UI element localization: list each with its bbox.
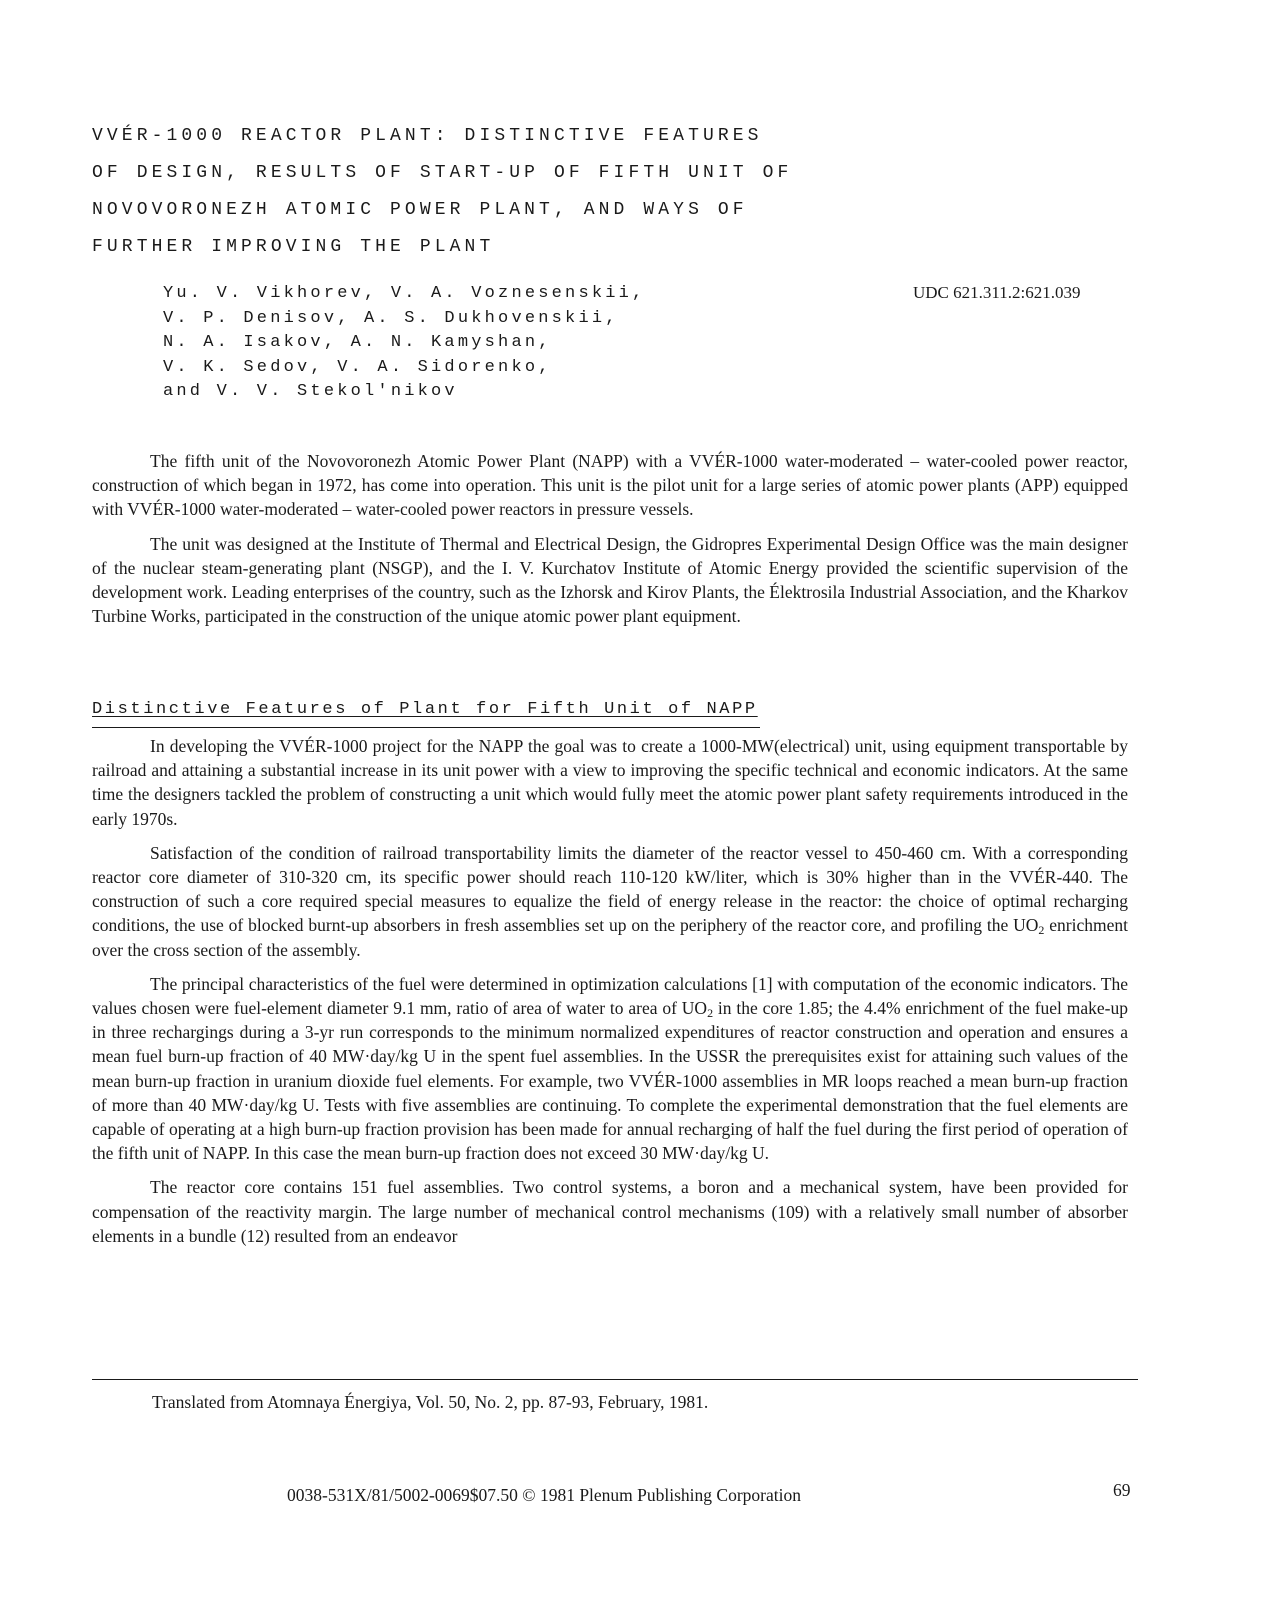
author-line: V. K. Sedov, V. A. Sidorenko,: [163, 357, 552, 377]
intro-section: [92, 449, 1128, 638]
section-heading: Distinctive Features of Plant for Fifth Unit of NAPP: [92, 700, 758, 719]
udc-code: UDC 621.311.2:621.039: [913, 283, 1081, 302]
subscript: 2: [707, 1006, 714, 1021]
author-line: V. P. Denisov, A. S. Dukhovenskii,: [163, 308, 619, 328]
paragraph: [92, 841, 1128, 962]
paragraph-text: In developing the VVÉR-1000 project for the NAPP the goal was to create a 1000-MW(electrical) unit, using equipment transportable by railroad and attaining a substantial increase in its unit power with a view to improving the specific technical and economic indicators. At the same time the designers tackled the problem of constructing a unit which would fully meet the atomic power plant safety requirements introduced in the early 1970s.: [92, 736, 1128, 829]
paragraph-text: The principal characteristics of the fuel were determined in optimization calculations [1] with computation of the economic indicators. The values chosen were fuel-element diameter 9.1 mm, ratio of area of water to area of UO: [92, 973, 1128, 1019]
paragraph-text: in the core 1.85; the 4.4% enrichment of the fuel make-up in three rechargings during a 3-yr run corresponds to the minimum normalized expenditures of reactor construction and operation and ensures a mean fuel burn-up fraction of 40 MW·day/kg U in the spent fuel assemblies. In the USSR the prerequisites exist for attaining such values of the mean burn-up fraction in uranium dioxide fuel elements. For example, two VVÉR-1000 assemblies in MR loops reached a mean burn-up fraction of more than 40 MW·day/kg U. Tests with five assemblies are continuing. To complete the experimental demonstration that the fuel elements are capable of operating at a high burn-up fraction provision has been made for annual recharging of half the fuel during the first period of operation of the fifth unit of NAPP. In this case the mean burn-up fraction does not exceed 30 MW·day/kg U.: [92, 998, 1128, 1164]
paragraph: The fifth unit of the Novovoronezh Atomic Power Plant (NAPP) with a VVÉR-1000 water-moderated – water-cooled power reactor, construction of which began in 1972, has come into operation. This unit is the pilot unit for a large series of atomic power plants (APP) equipped with VVÉR-1000 water-moderated – water-cooled power reactors in pressure vessels.: [92, 451, 1128, 520]
paragraph-text: Satisfaction of the condition of railroad transportability limits the diameter of the reactor vessel to 450-460 cm. With a corresponding reactor core diameter of 310-320 cm, its specific power should reach 110-120 kW/liter, which is 30% higher than in the VVÉR-440. The construction of such a core required special measures to equalize the field of energy release in the reactor: the choice of optimal recharging conditions, the use of blocked burnt-up absorbers in fresh assemblies set up on the periphery of the reactor core, and profiling the UO: [92, 842, 1128, 936]
title-line: FURTHER IMPROVING THE PLANT: [92, 237, 495, 257]
paragraph: [92, 734, 1128, 831]
author-line: N. A. Isakov, A. N. Kamyshan,: [163, 333, 552, 352]
footnote: Translated from Atomnaya Énergiya, Vol. 50, No. 2, pp. 87-93, February, 1981.: [152, 1392, 709, 1412]
author-line: and V. V. Stekol'nikov: [163, 382, 458, 401]
subscript: 2: [1038, 923, 1045, 938]
author-list: [163, 282, 645, 405]
paragraph-text: enrichment over the cross section of the assembly.: [92, 915, 1128, 960]
copyright-imprint: 0038-531X/81/5002-0069$07.50 © 1981 Plenum Publishing Corporation: [287, 1485, 801, 1505]
author-line: Yu. V. Vikhorev, V. A. Voznesenskii,: [163, 284, 646, 303]
title-line: OF DESIGN, RESULTS OF START-UP OF FIFTH UNIT OF: [92, 163, 793, 183]
section-body: [92, 734, 1128, 1258]
title-line: NOVOVORONEZH ATOMIC POWER PLANT, AND WAYS OF: [92, 200, 748, 220]
title-line: VVÉR-1000 REACTOR PLANT: DISTINCTIVE FEATURES: [92, 126, 763, 146]
footnote-rule: [92, 1379, 1138, 1380]
paragraph-text: The reactor core contains 151 fuel assemblies. Two control systems, a boron and a mechanical system, have been provided for compensation of the reactivity margin. The large number of mechanical control mechanisms (109) with a relatively small number of absorber elements in a bundle (12) resulted from an endeavor: [92, 1177, 1128, 1246]
page-number: 69: [1113, 1480, 1131, 1500]
paragraph: [92, 972, 1128, 1166]
heading-rule: [92, 727, 760, 728]
paragraph: [92, 1175, 1128, 1248]
article-title: [92, 118, 852, 266]
paragraph: The unit was designed at the Institute of Thermal and Electrical Design, the Gidropres Experimental Design Office was the main designer of the nuclear steam-generating plant (NSGP), and the I. V. Kurchatov Institute of Atomic Energy provided the scientific supervision of the development work. Leading enterprises of the country, such as the Izhorsk and Kirov Plants, the Élektrosila Industrial Association, and the Kharkov Turbine Works, participated in the construction of the unique atomic power plant equipment.: [92, 533, 1128, 627]
